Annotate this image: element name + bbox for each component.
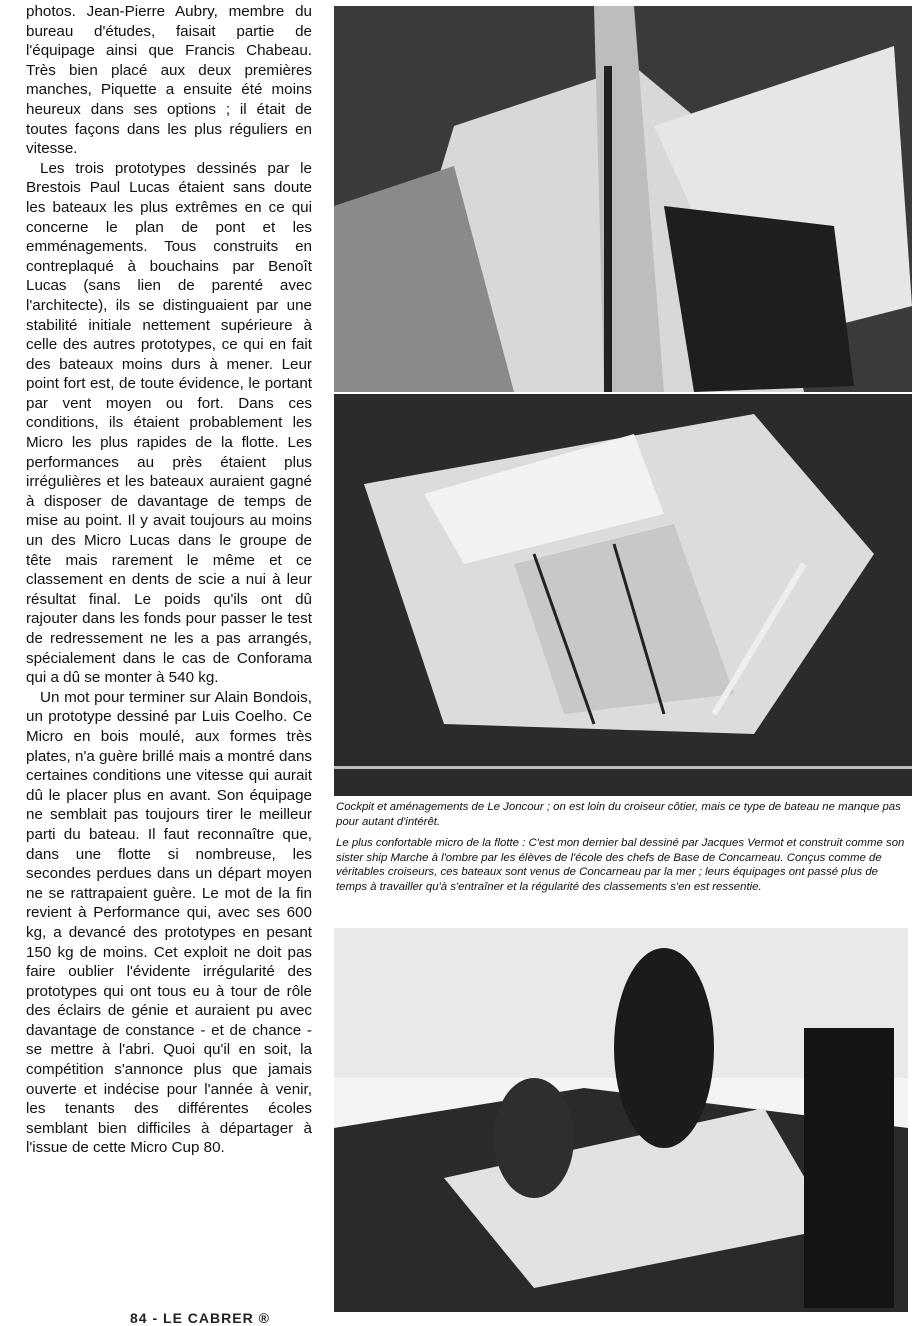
article-paragraph-1: photos. Jean-Pierre Aubry, membre du bureau d'études, faisait partie de l'équipage ainsi que Francis Chabeau. Très bien placé aux deux premières manches, Piquette a ensuite été moins heureux dans ses options ; il était de toutes façons dans les plus réguliers en vitesse. <box>26 3 312 158</box>
article-paragraph-2: Les trois prototypes dessinés par le Brestois Paul Lucas étaient sans doute les bateaux les plus extrêmes en ce qui concerne le plan de pont et les emménagements. Tous construits en contreplaqué à bouchains par Benoît Lucas (sans lien de parenté avec l'architecte), ils se distinguaient par une stabilité initiale nettement supérieure à celle des autres prototypes, ce qui en fait des bateaux moins durs à mener. Leur point fort est, de toute évidence, le portant par vent moyen ou fort. Dans ces conditions, ils étaient probablement les Micro les plus rapides de la flotte. Les performances au près étaient plus irrégulières et les bateaux auraient gagné à disposer de davantage de temps de mise au point. Il y avait toujours au moins un des Micro Lucas dans le groupe de tête mais rarement le même et ce classement en dents de scie a nui à leur résultat final. Le poids qu'ils ont dû rajouter dans les fonds pour passer le test de redressement ne les a pas arrangés, spécialement dans le cas de Conforama qui a dû se monter à 540 kg. <box>26 159 312 687</box>
caption-cockpit: Cockpit et aménagements de Le Joncour ; on est loin du croiseur côtier, mais ce type de bateau ne manque pas pour autant d'intérêt. <box>336 801 901 828</box>
caption-confortable: Le plus confortable micro de la flotte : C'est mon dernier bal dessiné par Jacques Vermot et construit comme son sister ship Marche à l'ombre par les élèves de l'école des chefs de Base de Concarneau. Conçus comme de véritables croiseurs, ces bateaux sont venus de Concarneau par la mer ; leurs équipages ont passé plus de temps à travailler qu'à s'entraîner et la régularité des classements s'en est ressentie. <box>336 837 905 893</box>
photo-cockpit-le-joncour <box>334 394 912 796</box>
article-column <box>26 2 312 1314</box>
page-footer: 84 - LE CABRER ® <box>130 1310 270 1326</box>
photo-boat-deck-sails <box>334 6 912 392</box>
article-paragraph-3: Un mot pour terminer sur Alain Bondois, un prototype dessiné par Luis Coelho. Ce Micro en bois moulé, aux formes très plates, n'a guère brillé mais a montré dans certaines conditions une vitesse qui aurait dû le placer plus en avant. Son équipage ne semblait pas toujours tirer le meilleur parti du bateau. Il faut reconnaître que, dans une flotte si nombreuse, les secondes perdues dans un départ moyen ne se rattrapaient guère. Le mot de la fin revient à Performance qui, avec ses 600 kg, a devancé des prototypes en pesant 150 kg de moins. Cet exploit ne doit pas faire oublier l'évidente irrégularité des prototypes qui ont tous eu à tour de rôle des éclairs de génie et auraient pu avec davantage de constance - et de chance - se mettre à l'abri. Quoi qu'il en soit, la compétition s'annonce plus que jamais ouverte et indécise pour l'année à venir, les tenants des différentes écoles semblant bien difficiles à départager à l'issue de cette Micro Cup 80. <box>26 688 312 1157</box>
photo-crew-on-deck <box>334 928 908 1312</box>
